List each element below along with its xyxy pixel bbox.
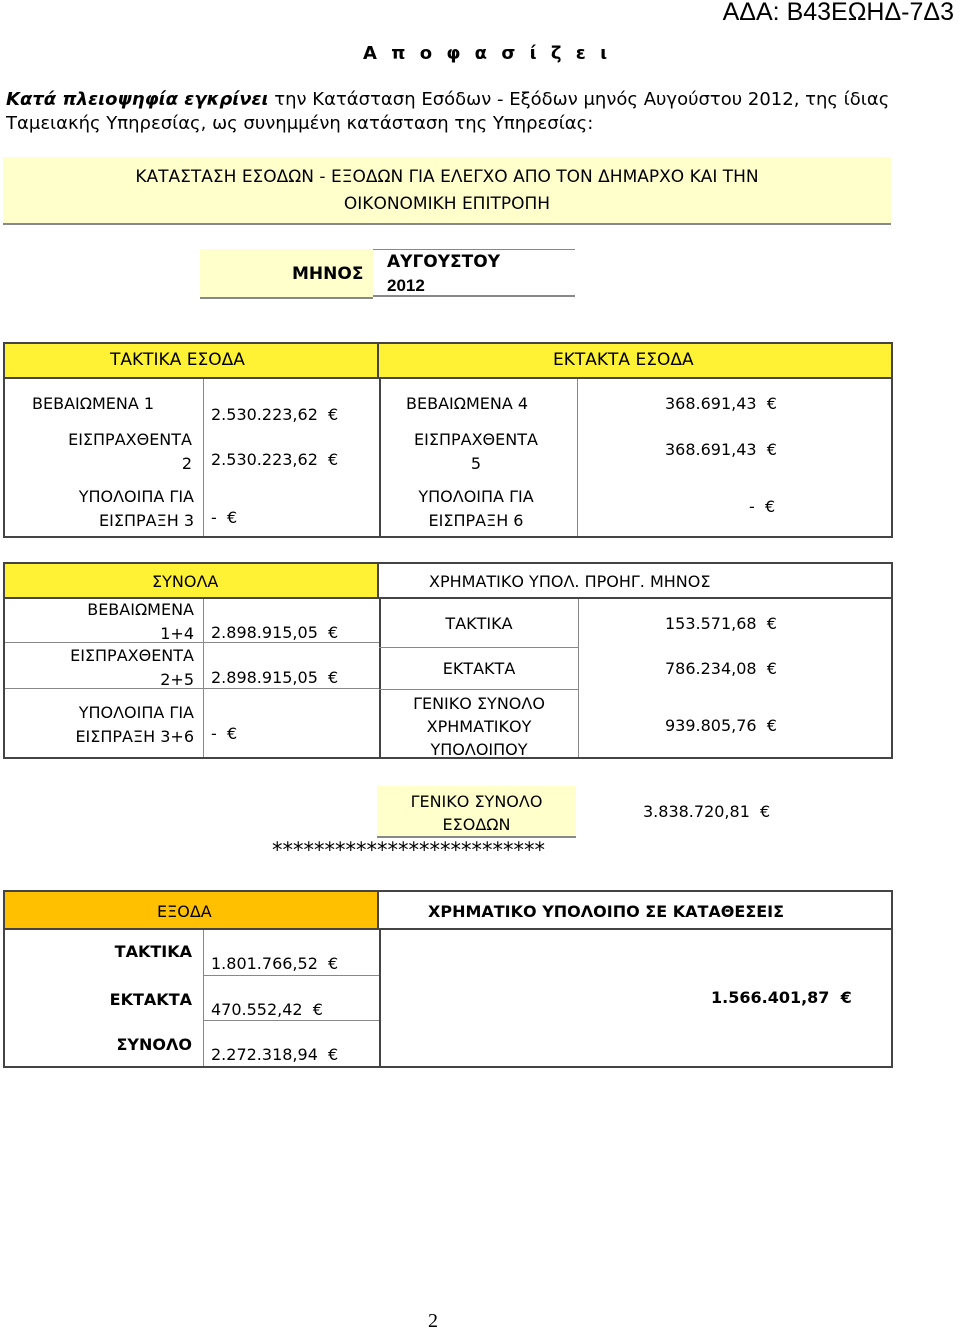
certified-1-amount: 2.530.223,62 (211, 405, 318, 424)
extra-income-header: ΕΚΤΑΚΤΑ ΕΣΟΔΑ (553, 350, 694, 370)
expenses-regular-value: 1.801.766,52 € (211, 954, 339, 973)
deposits-value: 1.566.401,87 € (711, 988, 852, 1007)
document-id: ΑΔΑ: Β43ΕΩΗΔ-7Δ3 (722, 0, 954, 26)
expenses-total-label: ΣΥΝΟΛΟ (116, 1035, 192, 1054)
totals-collected-label: ΕΙΣΠΡΑΧΘΕΝΤΑ 2+5 (70, 646, 194, 689)
regular-income-header: ΤΑΚΤΙΚΑ ΕΣΟΔΑ (110, 350, 245, 370)
grand-cash-value: 939.805,76 € (665, 716, 777, 735)
certified-4-label: ΒΕΒΑΙΩΜΕΝΑ 4 (406, 394, 529, 413)
month-label: ΜΗΝΟΣ (292, 264, 364, 284)
remaining-6-label: ΥΠΟΛΟΙΠΑ ΓΙΑ ΕΙΣΠΡΑΞΗ 6 (418, 487, 534, 530)
collected-2-value: 2.530.223,62 € (211, 450, 339, 469)
intro-text: την Κατάσταση Εσόδων - Εξόδων μηνός Αυγούστου 2012, της ίδιας Ταμειακής Υπηρεσίας, ως συνημμένη κατάσταση της Υπηρεσίας: (6, 89, 890, 134)
statement-title-line2: ΟΙΚΟΝΟΜΙΚΗ ΕΠΙΤΡΟΠΗ (343, 194, 551, 214)
totals-certified-label: ΒΕΒΑΙΩΜΕΝΑ 1+4 (87, 600, 194, 643)
expenses-extra-value: 470.552,42 € (211, 1000, 323, 1019)
certified-1-value (211, 405, 338, 424)
totals-table (3, 562, 893, 759)
month-value-line2: 2012 (387, 276, 425, 295)
collected-5-label: ΕΙΣΠΡΑΧΘΕΝΤΑ 5 (414, 430, 538, 473)
totals-remaining-label: ΥΠΟΛΟΙΠΑ ΓΙΑ ΕΙΣΠΡΑΞΗ 3+6 (75, 703, 194, 746)
expenses-regular-label: ΤΑΚΤΙΚΑ (114, 942, 192, 961)
statement-title-box (3, 157, 891, 225)
totals-certified-value: 2.898.915,05 € (211, 623, 339, 642)
totals-header: ΣΥΝΟΛΑ (152, 572, 219, 591)
expenses-total-value: 2.272.318,94 € (211, 1045, 339, 1064)
totals-remaining-value: - € (211, 724, 238, 743)
month-box (200, 249, 575, 297)
grand-cash-label: ΓΕΝΙΚΟ ΣΥΝΟΛΟ ΧΡΗΜΑΤΙΚΟΥ ΥΠΟΛΟΙΠΟΥ (413, 694, 545, 759)
intro-bold: Κατά πλειοψηφία εγκρίνει (6, 89, 269, 110)
remaining-6-value: - € (749, 497, 776, 516)
page-number: 2 (428, 1310, 438, 1332)
expenses-extra-label: ΕΚΤΑΚΤΑ (109, 990, 192, 1009)
totals-collected-value: 2.898.915,05 € (211, 668, 339, 687)
certified-4-value: 368.691,43 € (665, 394, 777, 413)
intro-paragraph (6, 88, 946, 136)
prev-extra-label: ΕΚΤΑΚΤΑ (442, 659, 516, 678)
month-value-line1: ΑΥΓΟΥΣΤΟΥ (387, 252, 501, 272)
decision-title: Α π ο φ α σ ί ζ ε ι (363, 43, 612, 64)
grand-income-value: 3.838.720,81 € (643, 802, 771, 821)
income-table (3, 342, 893, 538)
remaining-3-value: - € (211, 508, 238, 527)
statement-title-line1: ΚΑΤΑΣΤΑΣΗ ΕΣΟΔΩΝ - ΕΞΟΔΩΝ ΓΙΑ ΕΛΕΓΧΟ ΑΠΟ ΤΟΝ ΔΗΜΑΡΧΟ ΚΑΙ ΤΗΝ (135, 167, 759, 187)
prev-regular-value: 153.571,68 € (665, 614, 777, 633)
remaining-3-label: ΥΠΟΛΟΙΠΑ ΓΙΑ ΕΙΣΠΡΑΞΗ 3 (78, 487, 194, 530)
collected-5-value: 368.691,43 € (665, 440, 777, 459)
deposits-header: ΧΡΗΜΑΤΙΚΟ ΥΠΟΛΟΙΠΟ ΣΕ ΚΑΤΑΘΕΣΕΙΣ (428, 902, 785, 921)
expenses-header: ΕΞΟΔΑ (157, 902, 212, 921)
prev-regular-label: ΤΑΚΤΙΚΑ (445, 614, 513, 633)
certified-1-label: ΒΕΒΑΙΩΜΕΝΑ 1 (32, 394, 155, 413)
collected-2-label: ΕΙΣΠΡΑΧΘΕΝΤΑ 2 (68, 430, 192, 473)
expenses-table (3, 890, 893, 1068)
previous-month-cash-header: ΧΡΗΜΑΤΙΚΟ ΥΠΟΛ. ΠΡΟΗΓ. ΜΗΝΟΣ (429, 572, 711, 591)
separator-stars: ************************** (272, 838, 545, 862)
euro-sign: € (328, 405, 339, 424)
grand-income-label: ΓΕΝΙΚΟ ΣΥΝΟΛΟ ΕΣΟΔΩΝ (410, 792, 543, 834)
prev-extra-value: 786.234,08 € (665, 659, 777, 678)
